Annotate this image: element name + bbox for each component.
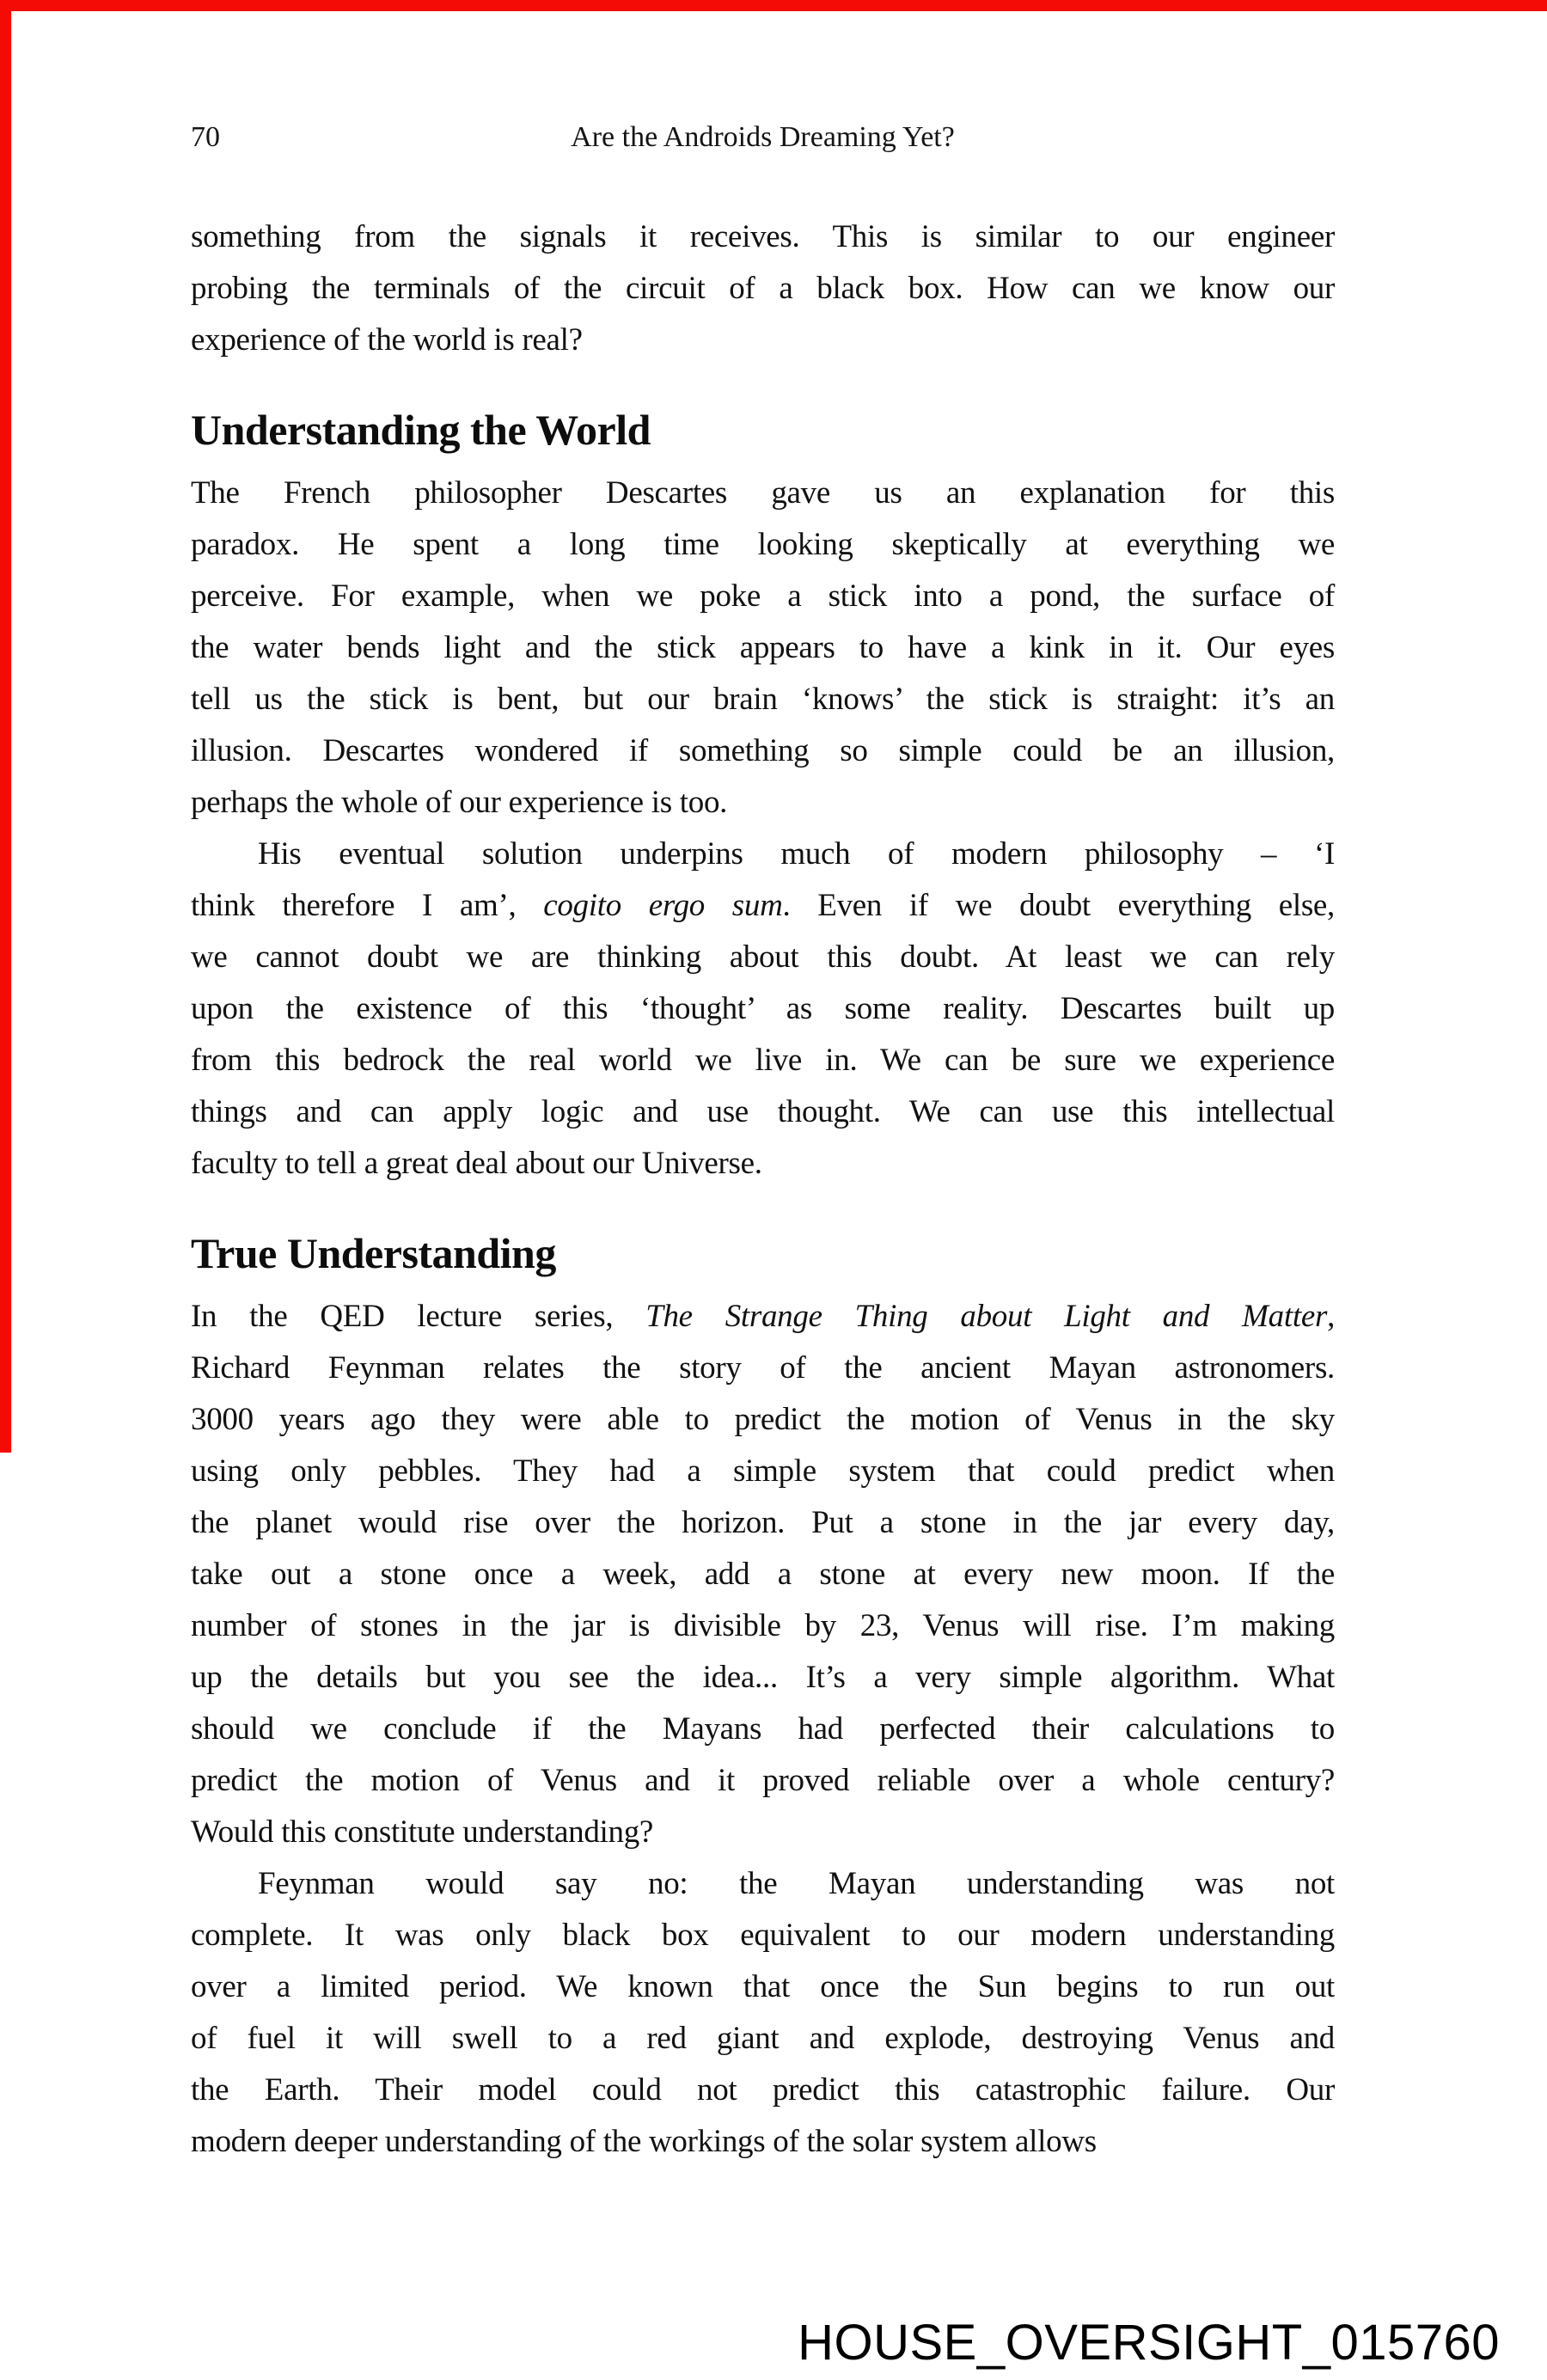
running-title: Are the Androids Dreaming Yet? [571,121,955,153]
text-line: the Earth. Their model could not predict this catastrophic failure. Our [191,2072,1335,2108]
text-line: complete. It was only black box equivalent to our modern understanding [191,1918,1335,1953]
text-line: modern deeper understanding of the workings of the solar system allows [191,2124,1097,2159]
text-line: In the QED lecture series, The Strange Thing about Light and Matter, [191,1299,1336,1334]
text-line: number of stones in the jar is divisible by 23, Venus will rise. I’m making [191,1608,1335,1643]
text-line: faculty to tell a great deal about our Universe. [191,1146,762,1181]
text-line: The French philosopher Descartes gave us an explanation for this [191,475,1335,511]
scan-edge-marking-top [0,0,1547,11]
text-line: from this bedrock the real world we live in. We can be sure we experience [191,1043,1335,1078]
body-text-column [191,211,1335,2168]
text-line: think therefore I am’, cogito ergo sum. Even if we doubt everything else, [191,888,1335,923]
text-line: the planet would rise over the horizon. Put a stone in the jar every day, [191,1505,1335,1540]
text-line: of fuel it will swell to a red giant and explode, destroying Venus and [191,2021,1335,2056]
text-line: paradox. He spent a long time looking skeptically at everything we [191,527,1335,562]
paragraph [191,1291,1335,1858]
scan-edge-marking-left [0,0,11,1453]
text-line: tell us the stick is bent, but our brain ‘knows’ the stick is straight: it’s an [191,682,1335,717]
text-line: predict the motion of Venus and it proved reliable over a whole century? [191,1763,1335,1798]
text-line: should we conclude if the Mayans had perfected their calculations to [191,1711,1335,1747]
text-line: Would this constitute understanding? [191,1814,654,1850]
running-head [191,120,1335,155]
section-heading: True Understanding [191,1229,556,1277]
text-line: illusion. Descartes wondered if something so simple could be an illusion, [191,733,1335,768]
text-line: upon the existence of this ‘thought’ as some reality. Descartes built up [191,991,1335,1026]
text-line: we cannot doubt we are thinking about this doubt. At least we can rely [191,939,1335,975]
paragraph [191,468,1335,829]
text-line: something from the signals it receives. This is similar to our engineer [191,219,1335,254]
text-line: 3000 years ago they were able to predict the motion of Venus in the sky [191,1402,1335,1437]
page-number: 70 [191,121,220,153]
text-line: over a limited period. We known that once the Sun begins to run out [191,1969,1335,2004]
section-heading: Understanding the World [191,406,651,454]
text-line: Feynman would say no: the Mayan understanding was not [258,1866,1335,1901]
text-line: His eventual solution underpins much of modern philosophy – ‘I [258,836,1335,872]
text-line: perceive. For example, when we poke a stick into a pond, the surface of [191,578,1335,614]
paragraph [191,1858,1335,2168]
text-line: probing the terminals of the circuit of a black box. How can we know our [191,271,1335,306]
text-line: using only pebbles. They had a simple system that could predict when [191,1453,1335,1489]
text-line: perhaps the whole of our experience is too. [191,785,728,820]
paragraph [191,829,1335,1190]
text-line: up the details but you see the idea... It’s a very simple algorithm. What [191,1660,1335,1695]
text-line: take out a stone once a week, add a stone at every new moon. If the [191,1557,1335,1592]
bates-stamp-watermark: HOUSE_OVERSIGHT_015760 [798,2315,1500,2371]
text-line: the water bends light and the stick appears to have a kink in it. Our eyes [191,630,1335,665]
paragraph [191,211,1335,366]
text-line: experience of the world is real? [191,322,583,358]
text-line: things and can apply logic and use thought. We can use this intellectual [191,1094,1335,1129]
text-line: Richard Feynman relates the story of the ancient Mayan astronomers. [191,1350,1335,1386]
